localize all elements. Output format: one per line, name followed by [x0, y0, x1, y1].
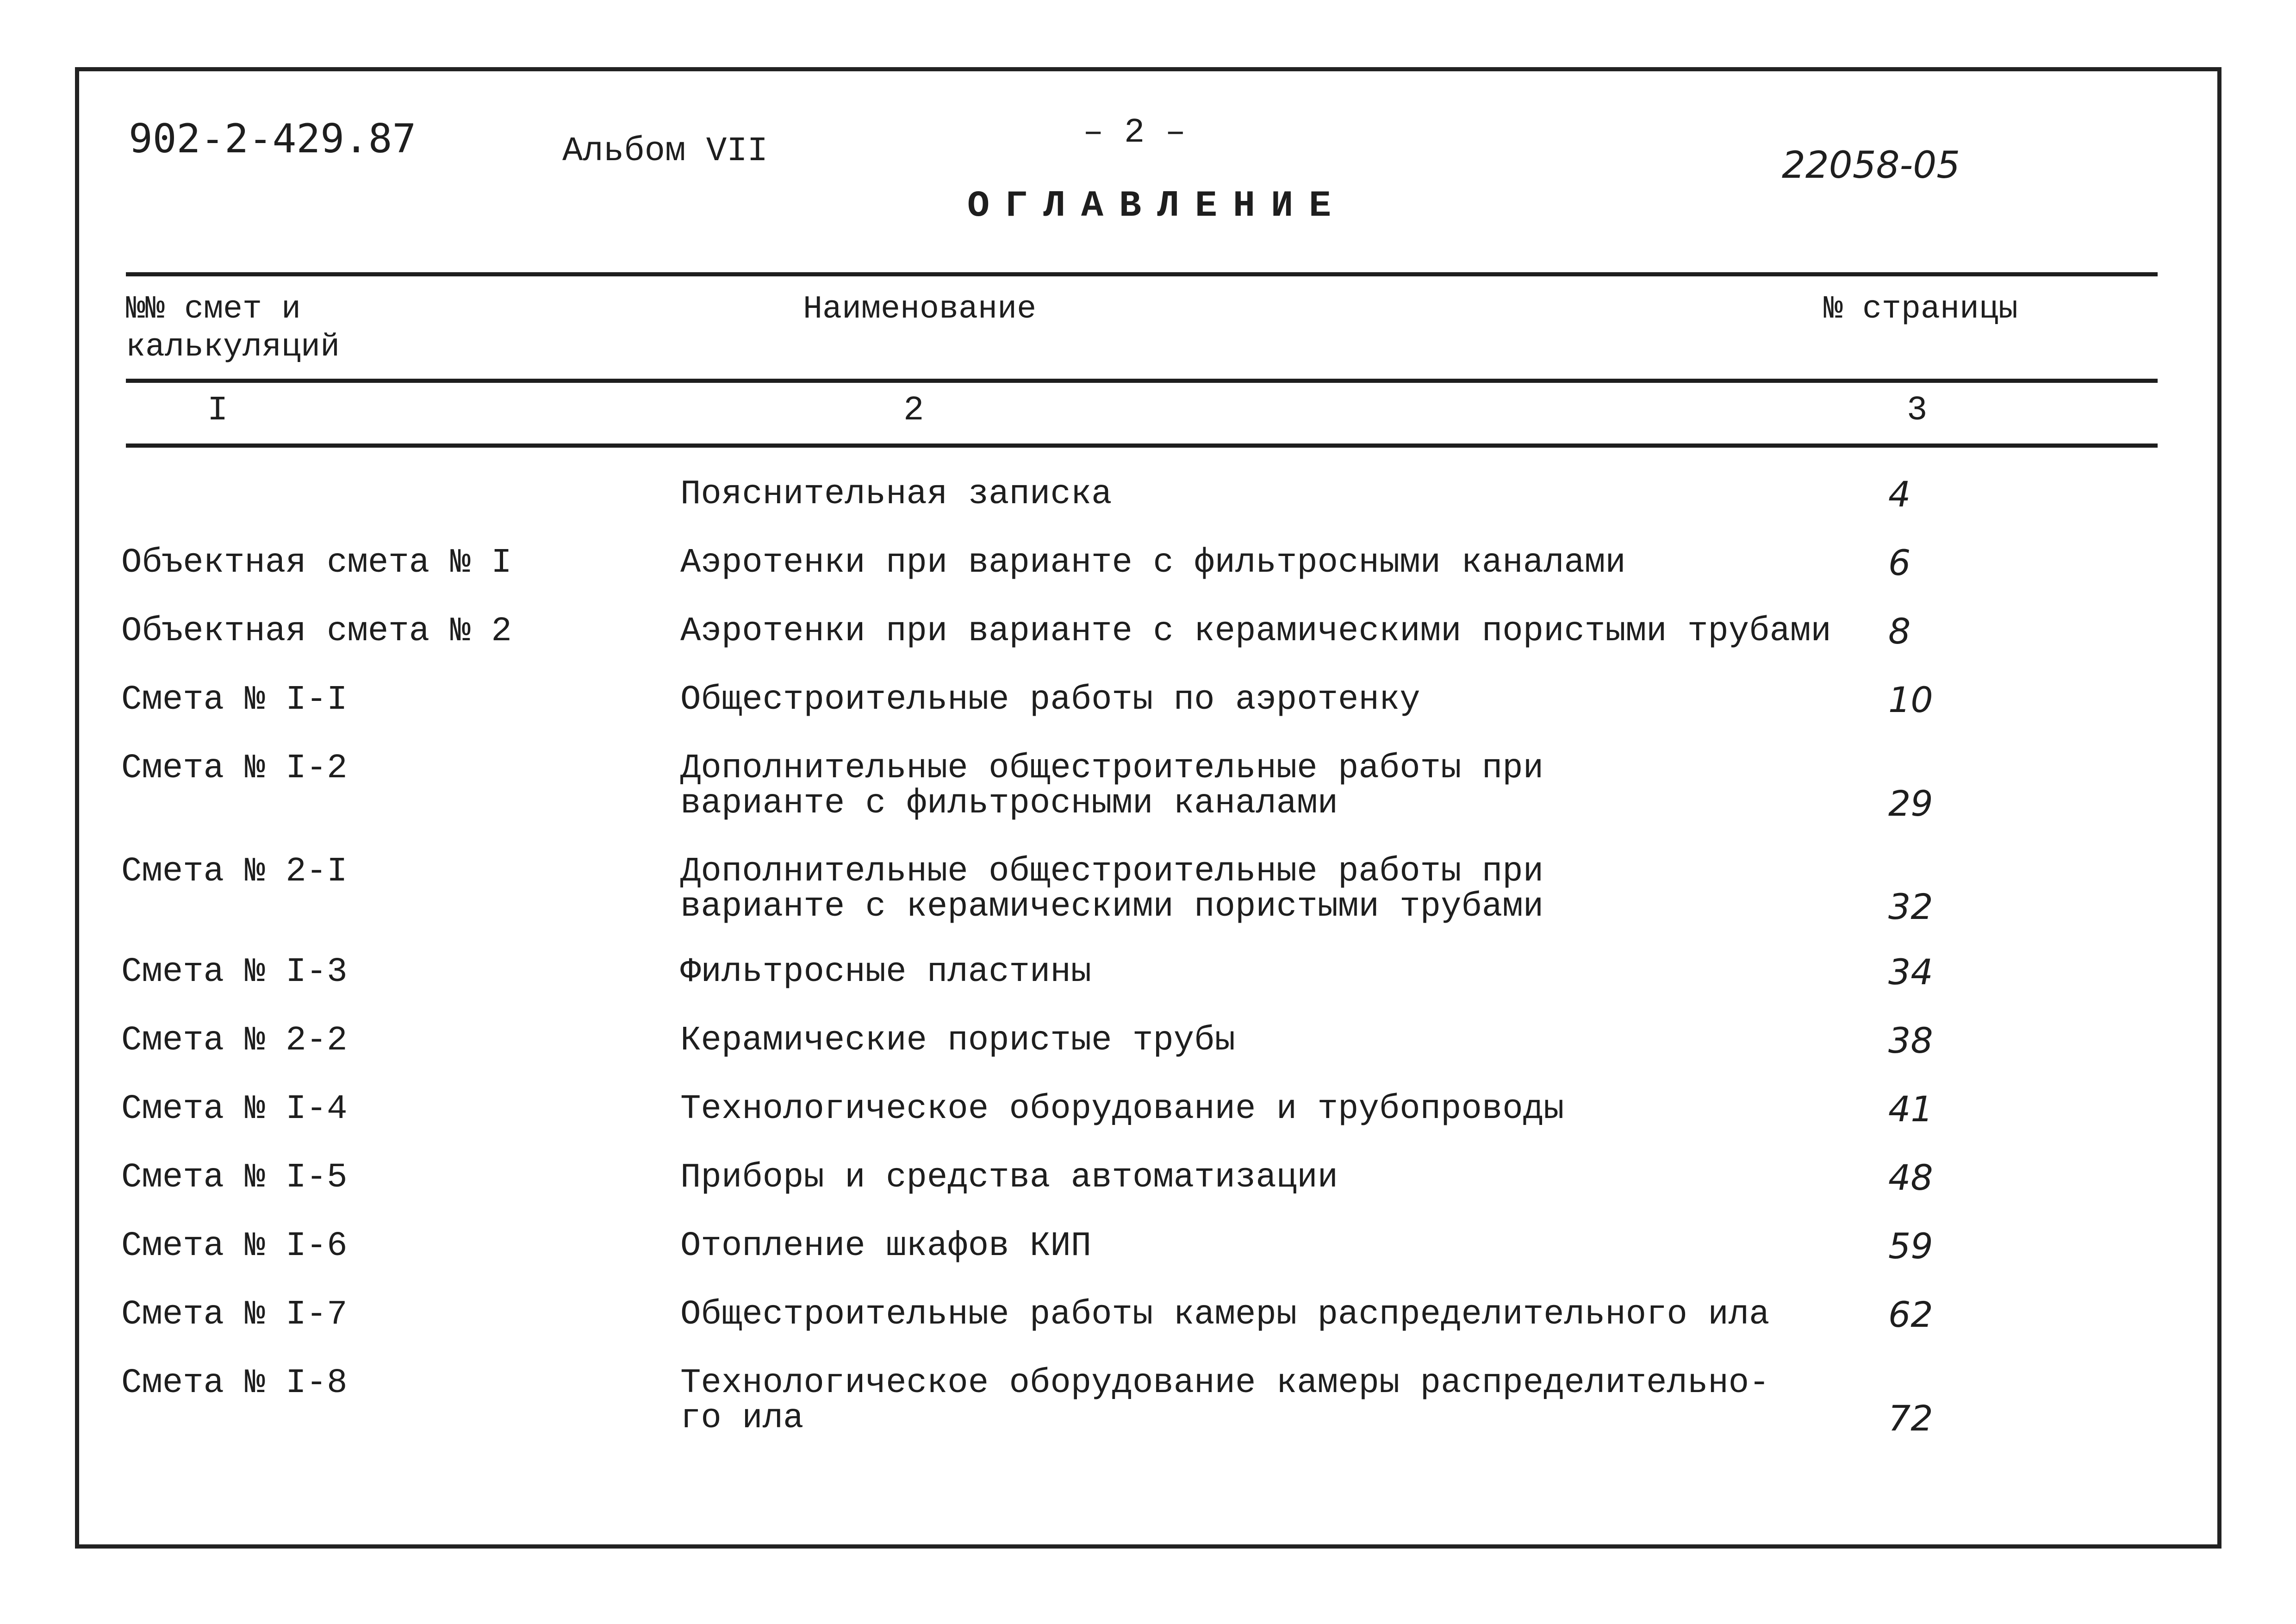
page-ref: 6	[1888, 542, 1911, 583]
page-ref: 10	[1888, 679, 1933, 720]
estimate-code: Смета № I-4	[121, 1090, 348, 1129]
estimate-code: Смета № I-8	[121, 1364, 348, 1403]
page-ref: 62	[1888, 1294, 1933, 1335]
page-ref: 32	[1888, 886, 1933, 927]
column-header-codes: №№ смет и калькуляций	[126, 291, 340, 366]
section-name: Фильтросные пластины	[680, 953, 1092, 992]
estimate-code: Объектная смета № I	[121, 543, 512, 582]
section-name: Аэротенки при варианте с фильтросными каналами	[680, 543, 1626, 582]
estimate-code: Смета № 2-2	[121, 1021, 348, 1060]
section-name: Технологическое оборудование и трубопроводы	[680, 1090, 1564, 1129]
page-ref: 41	[1888, 1088, 1933, 1130]
page-ref: 38	[1888, 1020, 1933, 1061]
section-name: Общестроительные работы по аэротенку	[680, 681, 1420, 719]
estimate-code: Объектная смета № 2	[121, 612, 512, 651]
page-ref: 29	[1888, 783, 1933, 824]
estimate-code: Смета № I-6	[121, 1227, 348, 1266]
section-name: Технологическое оборудование камеры распределительно- го ила	[680, 1364, 1770, 1438]
estimate-code: Смета № I-I	[121, 681, 348, 719]
section-name: Дополнительные общестроительные работы при варианте с фильтросными каналами	[680, 749, 1544, 823]
section-name: Общестроительные работы камеры распределительного ила	[680, 1295, 1770, 1334]
album-label: Альбом VII	[562, 132, 768, 171]
estimate-code: Смета № I-7	[121, 1295, 348, 1334]
column-number-1: I	[207, 391, 228, 430]
inventory-number: 22058-05	[1782, 144, 1960, 187]
page-title: ОГЛАВЛЕНИЕ	[967, 185, 1347, 227]
page-ref: 8	[1888, 611, 1911, 652]
page-ref: 48	[1888, 1157, 1933, 1198]
section-name: Приборы и средства автоматизации	[680, 1158, 1338, 1197]
section-name: Дополнительные общестроительные работы при варианте с керамическими пористыми трубами	[680, 852, 1544, 926]
estimate-code: Смета № I-5	[121, 1158, 348, 1197]
column-header-name: Наименование	[803, 291, 1037, 328]
table-top-rule	[126, 272, 2158, 276]
section-name: Отопление шкафов КИП	[680, 1227, 1092, 1266]
page-ref: 34	[1888, 951, 1933, 993]
estimate-code: Смета № I-3	[121, 953, 348, 992]
page-ref: 4	[1888, 474, 1911, 515]
page-ref: 72	[1888, 1398, 1933, 1439]
estimate-code: Смета № I-2	[121, 749, 348, 788]
page-number: – 2 –	[1083, 113, 1186, 152]
column-header-page: № страницы	[1823, 291, 2018, 328]
column-number-3: 3	[1907, 391, 1928, 430]
section-name: Аэротенки при варианте с керамическими пористыми трубами	[680, 612, 1831, 651]
section-name: Керамические пористые трубы	[680, 1021, 1235, 1060]
estimate-code: Смета № 2-I	[121, 852, 348, 891]
page-ref: 59	[1888, 1225, 1933, 1267]
header-separator-rule	[126, 379, 2158, 383]
section-name: Пояснительная записка	[680, 475, 1112, 514]
column-number-2: 2	[903, 391, 924, 430]
column-numbers-rule	[126, 443, 2158, 448]
document-code: 902-2-429.87	[129, 116, 417, 162]
